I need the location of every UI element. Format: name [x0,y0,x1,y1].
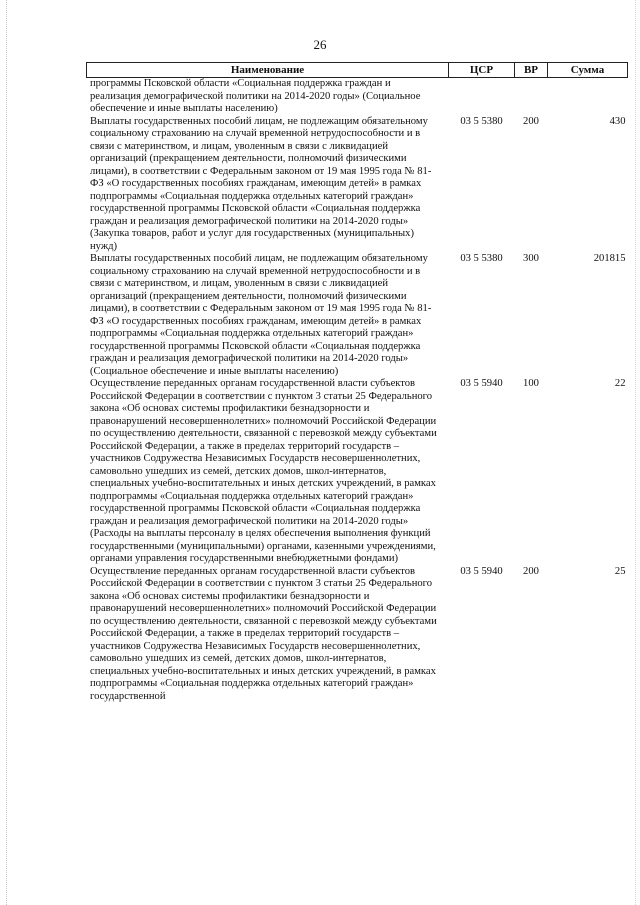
table-row [87,566,628,704]
row-sum-cell: 22 [614,378,626,389]
row-csr-cell [449,78,515,116]
row-name-cell: Осуществление переданных органам государственной власти субъектов Российской Федерации в соответствии с пунктом 3 статьи 25 Федерального закона «Об основах системы профилактики безнадзорности и правонарушений несовершеннолетних» полномочий Российской Федерации по осуществлению деятельности, связанной с перевозкой между субъектами Российской Федерации, а также в пределах территорий государств – участников Содружества Независимых Государств несовершеннолетних, самовольно ушедших из семей, детских домов, школ-интернатов, специальных учебно-воспитательных и иных детских учреждений, в рамках подпрограммы «Социальная поддержка отдельных категорий граждан» государственной программы Псковской области «Социальная поддержка граждан и реализация демографической политики на 2014-2020 годы» (Расходы на выплаты персоналу в целях обеспечения выполнения функций государственными (муниципальными) органами, казенными учреждениями, органами управления государственными внебюджетными фондами) [90,378,437,564]
row-csr-cell: 03 5 5380 [460,115,503,127]
header-vr: ВР [515,63,548,78]
row-name-cell: программы Псковской области «Социальная поддержка граждан и реализация демографической политики на 2014-2020 годы» (Социальное обеспечение и иные выплаты населению) [90,78,421,114]
table-row [87,253,628,378]
scan-edge-left [6,0,8,905]
row-sum-cell: 430 [609,115,626,127]
row-name-cell: Выплаты государственных пособий лицам, не подлежащим обязательному социальному страхованию на случай временной нетрудоспособности и в связи с материнством, и лицам, уволенным в связи с ликвидацией организаций (прекращением деятельности, полномочий физическими лицами), в соответствии с Федеральным законом от 19 мая 1995 года № 81-ФЗ «О государственных пособиях гражданам, имеющим детей» в рамках подпрограммы «Социальная поддержка отдельных категорий граждан» государственной программы Псковской области «Социальная поддержка граждан и реализация демографической политики на 2014-2020 годы» (Закупка товаров, работ и услуг для государственных (муниципальных) нужд) [90,115,432,252]
row-name-cell: Осуществление переданных органам государственной власти субъектов Российской Федерации в соответствии с пунктом 3 статьи 25 Федерального закона «Об основах системы профилактики безнадзорности и правонарушений несовершеннолетних» полномочий Российской Федерации по осуществлению деятельности, связанной с перевозкой между субъектами Российской Федерации, а также в пределах территорий государств – участников Содружества Независимых Государств несовершеннолетних, самовольно ушедших из семей, детских домов, школ-интернатов, специальных учебно-воспитательных и иных детских учреждений, в рамках подпрограммы «Социальная поддержка отдельных категорий граждан» государственной [90,565,437,702]
table-row [87,378,628,566]
header-name: Наименование [87,63,449,78]
page-number: 26 [313,37,327,52]
scan-edge-right [635,0,637,905]
row-vr-cell: 200 [523,565,539,577]
row-sum-cell: 25 [614,565,626,577]
table-row [87,116,628,254]
row-sum-cell: 201815 [593,253,626,264]
row-vr-cell: 300 [523,253,539,264]
table-header-row [87,63,628,78]
row-name-cell: Выплаты государственных пособий лицам, не подлежащим обязательному социальному страхованию на случай временной нетрудоспособности и в связи с материнством, и лицам, уволенным в связи с ликвидацией организаций (прекращением деятельности, полномочий физическими лицами), в соответствии с Федеральным законом от 19 мая 1995 года № 81-ФЗ «О государственных пособиях гражданам, имеющим детей» в рамках подпрограммы «Социальная поддержка отдельных категорий граждан» государственной программы Псковской области «Социальная поддержка граждан и реализация демографической политики на 2014-2020 годы» (Социальное обеспечение и иные выплаты населению) [90,253,432,377]
row-vr-cell: 200 [523,115,539,127]
table-row [87,78,628,116]
header-sum: Сумма [548,63,628,78]
row-vr-cell [515,78,548,116]
row-sum-cell [548,78,628,116]
row-csr-cell: 03 5 5940 [460,378,503,389]
row-csr-cell: 03 5 5380 [460,253,503,264]
budget-table [86,62,628,703]
row-csr-cell: 03 5 5940 [460,565,503,577]
row-vr-cell: 100 [523,378,539,389]
header-csr: ЦСР [449,63,515,78]
